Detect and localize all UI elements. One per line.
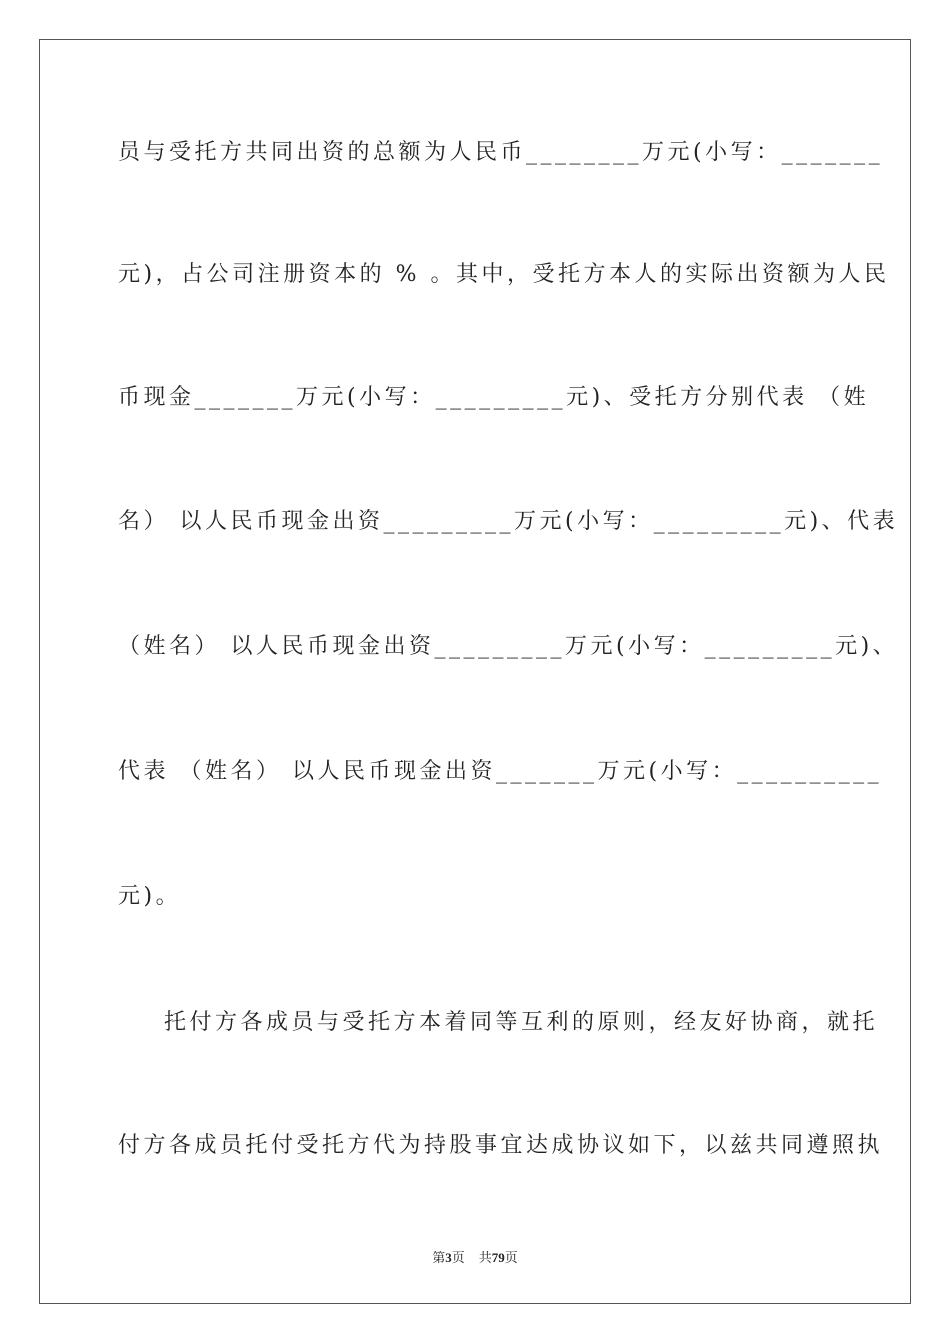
body-line-5: （姓名） 以人民币现金出资_________万元(小写：_________元)、 (118, 634, 899, 659)
footer-page-number: 3 (445, 1250, 452, 1265)
footer-page-prefix: 第 (432, 1250, 446, 1265)
body-line-3: 币现金_______万元(小写：_________元)、受托方分别代表 （姓 (118, 385, 870, 410)
body-line-4: 名） 以人民币现金出资_________万元(小写：_________元)、代表 (118, 509, 899, 534)
body-line-2: 元)，占公司注册资本的 % 。其中，受托方本人的实际出资额为人民 (118, 262, 890, 287)
body-line-1: 员与受托方共同出资的总额为人民币________万元(小写：_______ (118, 140, 884, 165)
page-border (39, 39, 911, 1304)
body-line-6: 代表 （姓名） 以人民币现金出资_______万元(小写：__________ (118, 759, 883, 784)
body-line-9: 付方各成员托付受托方代为持股事宜达成协议如下，以兹共同遵照执 (118, 1133, 884, 1158)
body-line-7: 元)。 (118, 884, 182, 909)
body-line-8: 托付方各成员与受托方本着同等互利的原则，经友好协商，就托 (164, 1010, 879, 1035)
footer-total-pages: 79 (491, 1250, 505, 1265)
footer-page-suffix: 页 (451, 1250, 465, 1265)
page-footer (0, 1247, 950, 1266)
footer-total-suffix: 页 (504, 1250, 518, 1265)
footer-total-prefix: 共 (478, 1250, 492, 1265)
